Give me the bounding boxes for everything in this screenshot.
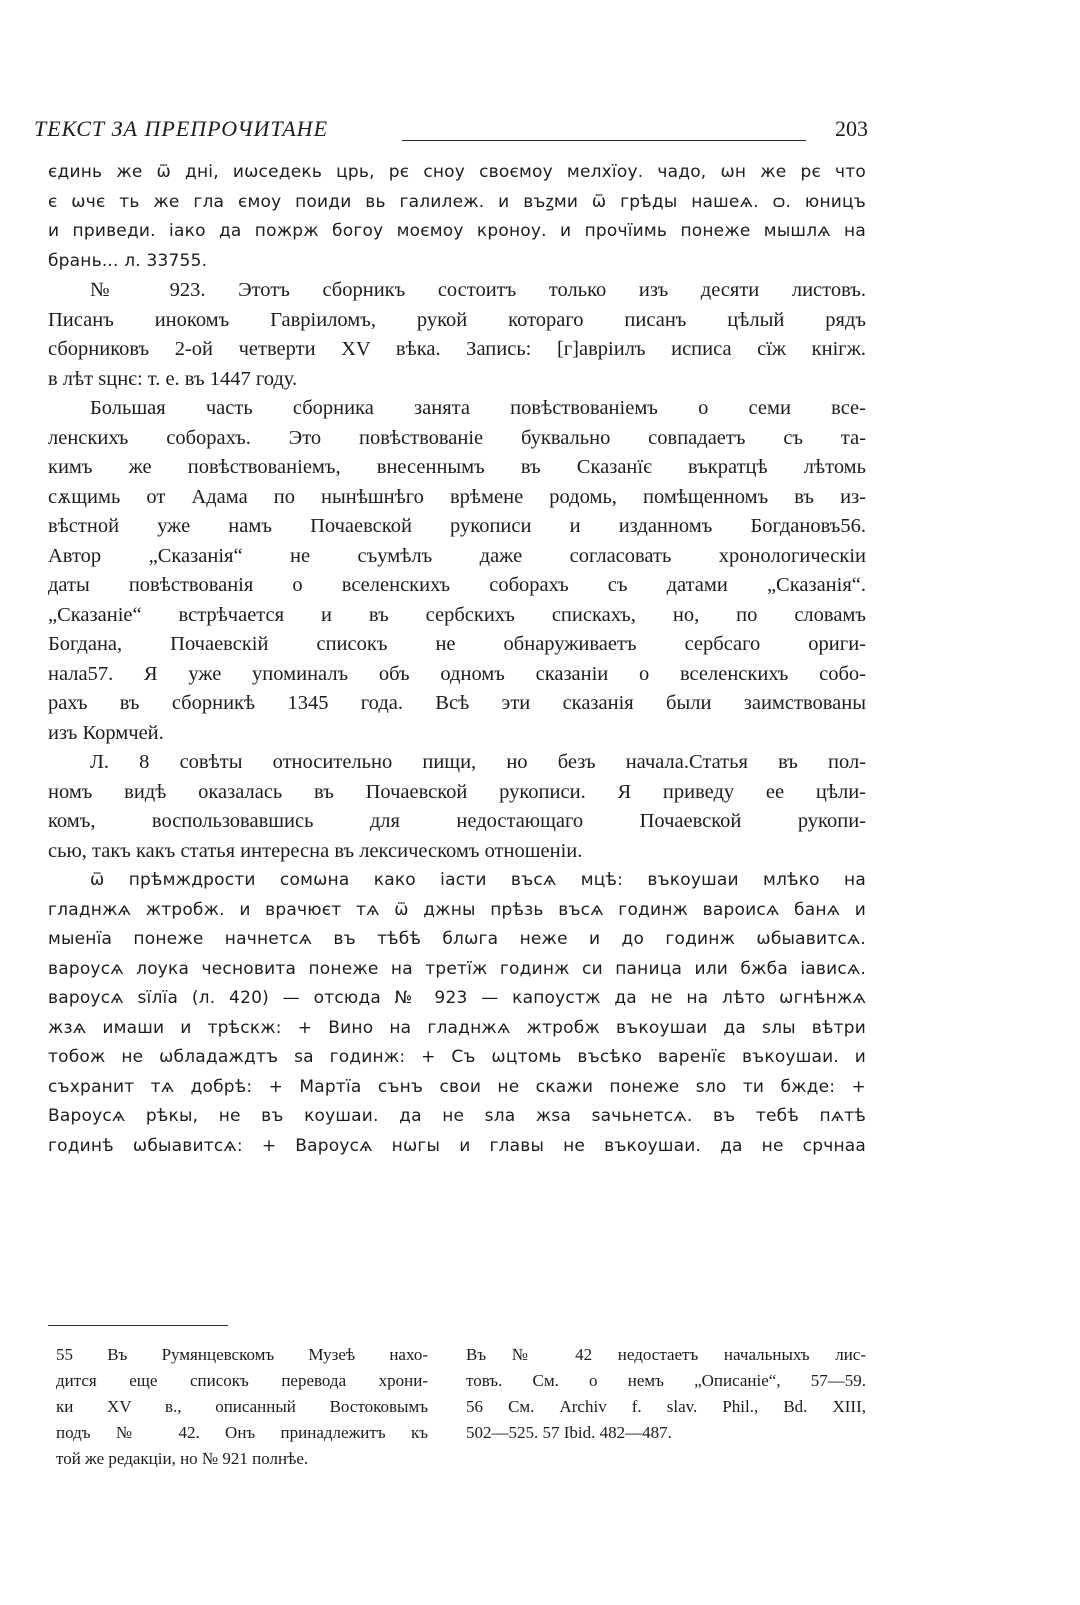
- text-line: нала57. Я уже упоминалъ объ одномъ сказаніи о вселенскихъ собо-: [48, 662, 866, 685]
- text-line: № 923. Этотъ сборникъ состоитъ только изъ десяти листовъ.: [90, 279, 866, 301]
- text-line: Вароусѧ рѣкы, не въ коушаи. да не ѕла жѕа ѕачьнетсѧ. въ тебѣ пѧтѣ: [48, 1106, 866, 1126]
- footnote-line: товъ. См. о немъ „Описаніе“, 57—59.: [466, 1371, 866, 1390]
- footnote-line: той же редакціи, но № 921 полнѣе.: [56, 1449, 309, 1468]
- text-line: гладнжѧ жтробж. и врачюєт тѧ ѿ джны прѣзь въсѧ годинж вароисѧ банѧ и: [48, 899, 866, 920]
- footnote-separator: [48, 1325, 228, 1326]
- text-line: мыенїа понеже начнетсѧ въ тѣбѣ блѡга неже и до годинж ѡбыавитсѧ.: [48, 929, 866, 949]
- running-title: ТЕКСТ ЗА ПРЕПРОЧИТАНЕ: [34, 116, 329, 141]
- footnotes-left-column: [56, 1342, 428, 1472]
- footnote-line: 56 См. Archiv f. slav. Phil., Bd. XIII,: [466, 1397, 866, 1416]
- text-line: изъ Кормчей.: [48, 721, 164, 744]
- text-line: съхранит тѧ добрѣ: + Мартїа сънъ свои не скажи понеже ѕло ти бжде: +: [48, 1076, 866, 1097]
- footnote-line: Въ № 42 недостаетъ начальныхъ лис-: [466, 1345, 866, 1364]
- text-line: годинѣ ѡбыавитсѧ: + Вароусѧ нѡгы и главы не въкоушаи. да не срчнаа: [48, 1135, 866, 1156]
- footnote-line: 502—525. 57 Ibid. 482—487.: [466, 1423, 672, 1442]
- text-line: Большая часть сборника занята повѣствованіемъ о семи все-: [90, 397, 866, 419]
- page-number: 203: [835, 116, 868, 141]
- text-line: Автор „Сказанія“ не съумѣлъ даже согласовать хронологическіи: [48, 544, 866, 567]
- text-line: є ѡчє ть же гла ємоу поиди вь галилеж. и въꙁми ѿ грѣды нашеѧ. ѻ. юницъ: [48, 191, 866, 212]
- text-line: ѿ прѣмждрости сомѡна како іасти въсѧ мцѣ: въкоушаи млѣко на: [90, 870, 866, 890]
- main-text: [48, 158, 866, 1161]
- text-line: Богдана, Почаевскій списокъ не обнаруживаетъ сербсаго ориги-: [48, 633, 866, 655]
- footnotes-right-column: [466, 1342, 866, 1446]
- text-line: сборниковъ 2-ой четверти XV вѣка. Запись: [г]авріилъ исписа сїж кнігж.: [48, 338, 866, 360]
- footnote-line: дится еще списокъ перевода хрони-: [56, 1371, 428, 1390]
- page-header: [34, 116, 868, 156]
- text-line: єдинь же ѿ дні, иѡседекь црь, рє сноу своємоу мелхїоу. чадо, ѡн же рє что: [48, 162, 866, 182]
- text-line: брань... л. 33755.: [48, 250, 208, 271]
- text-line: жзѧ имаши и трѣскж: + Вино на гладнжѧ жтробж въкоушаи да ѕлы вѣтри: [48, 1017, 866, 1038]
- text-line: вароусѧ ѕїлїа (л. 420) — отсюда № 923 — капоустж да не на лѣто ѡгнѣнжѧ: [48, 988, 866, 1008]
- footnote-line: ки XV в., описанный Востоковымъ: [56, 1397, 428, 1416]
- text-line: кимъ же повѣствованіемъ, внесеннымъ въ Сказанїє въкратцѣ лѣтомь: [48, 456, 866, 478]
- header-rule: [402, 140, 806, 141]
- text-line: номъ видѣ оказалась въ Почаевской рукописи. Я приведу ее цѣли-: [48, 780, 866, 803]
- text-line: тобож не ѡбладаждтъ ѕа годинж: + Съ ѡцтомь въсѣко варенїє въкоушаи. и: [48, 1047, 866, 1067]
- text-line: вароусѧ лоука чесновита понеже на третїж годинж си паница или бжба іависѧ.: [48, 958, 866, 979]
- text-line: в лѣт ѕцнє: т. е. въ 1447 году.: [48, 367, 298, 390]
- text-line: „Сказаніе“ встрѣчается и въ сербскихъ спискахъ, но, по словамъ: [48, 603, 866, 626]
- footnote-line: подъ № 42. Онъ принадлежитъ къ: [56, 1423, 428, 1442]
- text-line: Л. 8 совѣты относительно пищи, но безъ начала.Статья въ пол-: [90, 751, 866, 773]
- text-line: и приведи. іако да пожрж богоу моємоу кроноу. и прочїимь понеже мышлѧ на: [48, 221, 866, 241]
- text-line: рахъ въ сборникѣ 1345 года. Всѣ эти сказанія были заимствованы: [48, 692, 866, 714]
- footnote-line: 55 Въ Румянцевскомъ Музеѣ нахо-: [56, 1345, 428, 1364]
- text-line: комъ, воспользовавшись для недостающаго Почаевской рукопи-: [48, 810, 866, 832]
- text-line: вѣстной уже намъ Почаевской рукописи и изданномъ Богдановъ56.: [48, 515, 866, 537]
- text-line: сью, такъ какъ статья интересна въ лексическомъ отношеніи.: [48, 839, 583, 862]
- text-line: ленскихъ соборахъ. Это повѣствованіе буквально совпадаетъ съ та-: [48, 426, 866, 449]
- text-line: даты повѣствованія о вселенскихъ соборахъ съ датами „Сказанія“.: [48, 574, 866, 596]
- text-line: сѫщимь от Адама по нынѣшнѣго врѣмене родомь, помѣщенномъ въ из-: [48, 485, 866, 508]
- text-line: Писанъ инокомъ Гавріиломъ, рукой котораго писанъ цѣлый рядъ: [48, 308, 866, 331]
